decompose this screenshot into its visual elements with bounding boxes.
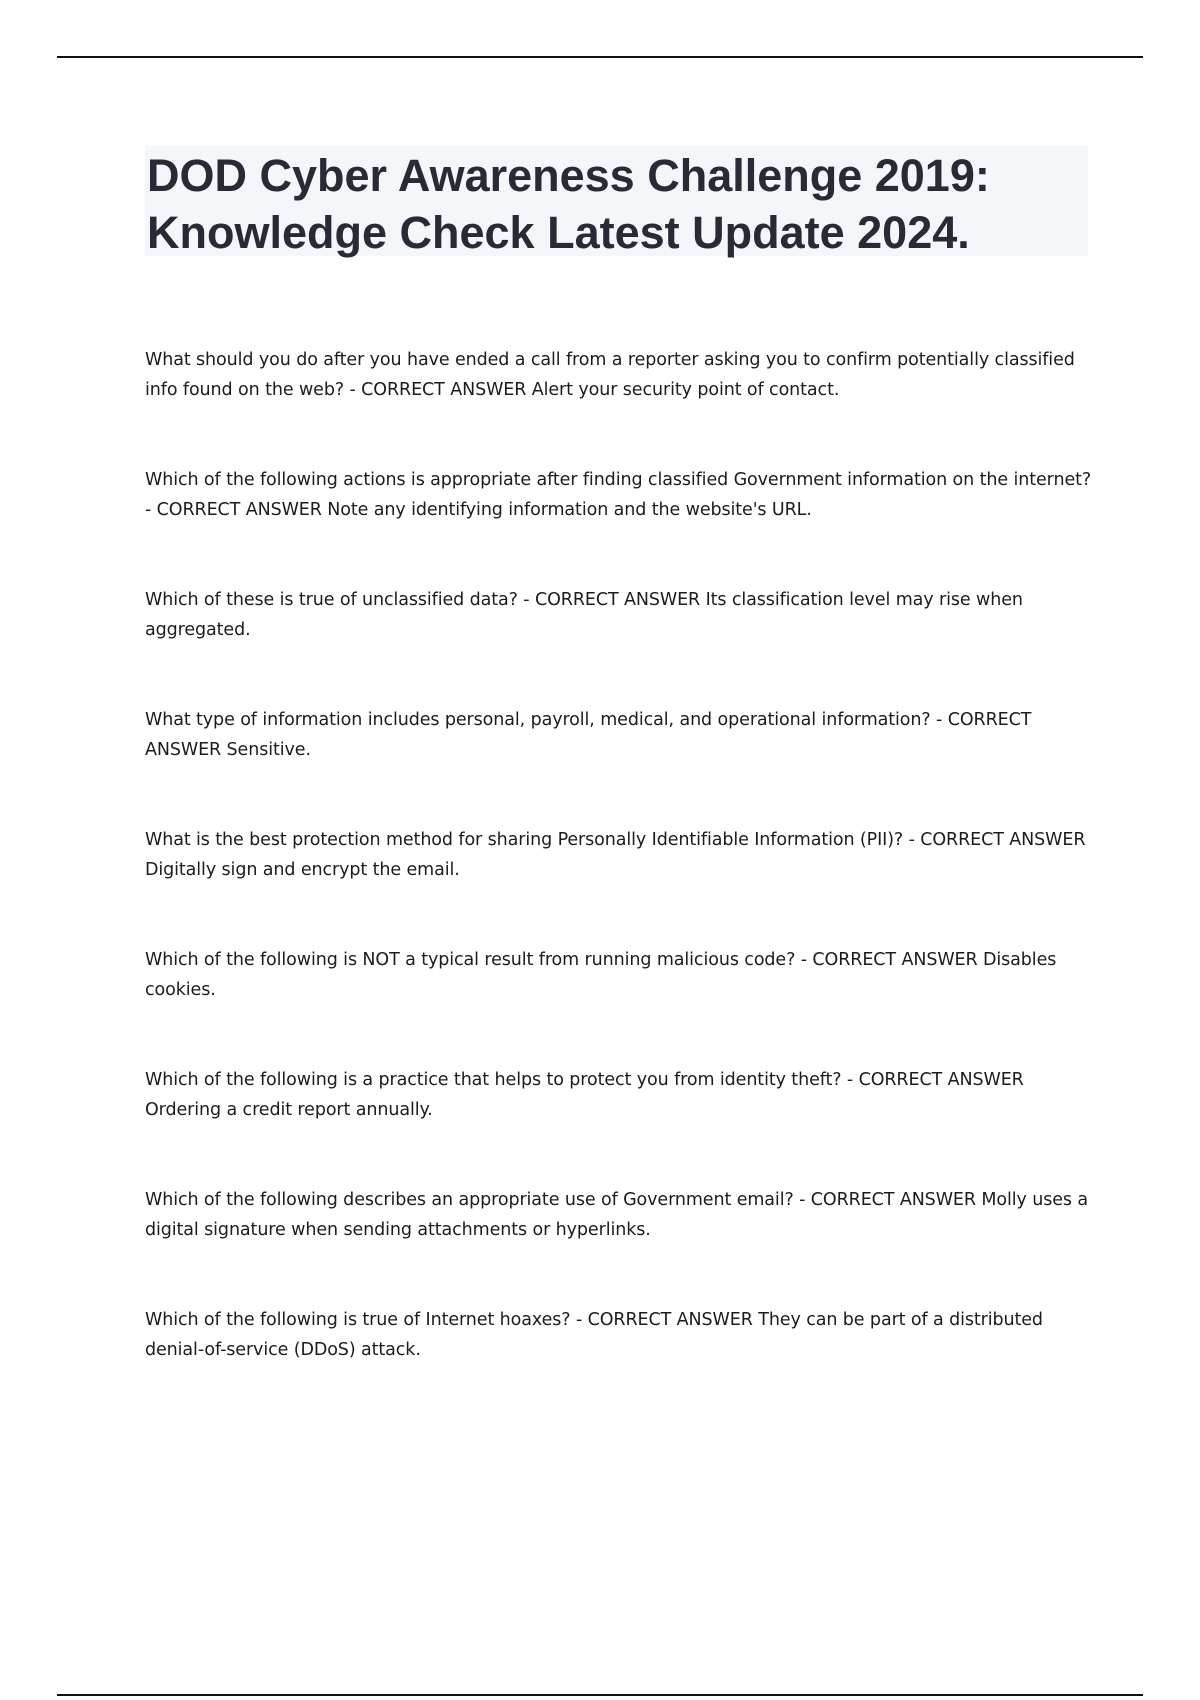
qa-item: What type of information includes personal, payroll, medical, and operational information? - CORRECT ANSWER Sensitive.: [145, 710, 1032, 760]
qa-item: Which of the following is NOT a typical result from running malicious code? - CORRECT ANSWER Disables cookies.: [145, 950, 1057, 1000]
qa-item: What should you do after you have ended a call from a reporter asking you to confirm potentially classified info found on the web? - CORRECT ANSWER Alert your security point of contact.: [145, 350, 1075, 400]
bottom-rule: [57, 1694, 1143, 1696]
top-rule: [57, 56, 1143, 58]
qa-item: Which of the following is a practice that helps to protect you from identity theft? - CORRECT ANSWER Ordering a credit report annually.: [145, 1070, 1024, 1120]
qa-item: Which of these is true of unclassified data? - CORRECT ANSWER Its classification level may rise when aggregated.: [145, 590, 1023, 640]
qa-item: Which of the following actions is appropriate after finding classified Government information on the internet? - CORRECT ANSWER Note any identifying information and the website's URL.: [145, 470, 1092, 520]
qa-list: [145, 345, 1095, 1425]
qa-item: Which of the following describes an appropriate use of Government email? - CORRECT ANSWER Molly uses a digital signature when sending attachments or hyperlinks.: [145, 1190, 1089, 1240]
qa-item: Which of the following is true of Internet hoaxes? - CORRECT ANSWER They can be part of a distributed denial-of-service (DDoS) attack.: [145, 1310, 1043, 1360]
page-title: DOD Cyber Awareness Challenge 2019: Knowledge Check Latest Update 2024.: [147, 150, 990, 258]
qa-item: What is the best protection method for sharing Personally Identifiable Information (PII)? - CORRECT ANSWER Digitally sign and encrypt the email.: [145, 830, 1086, 880]
